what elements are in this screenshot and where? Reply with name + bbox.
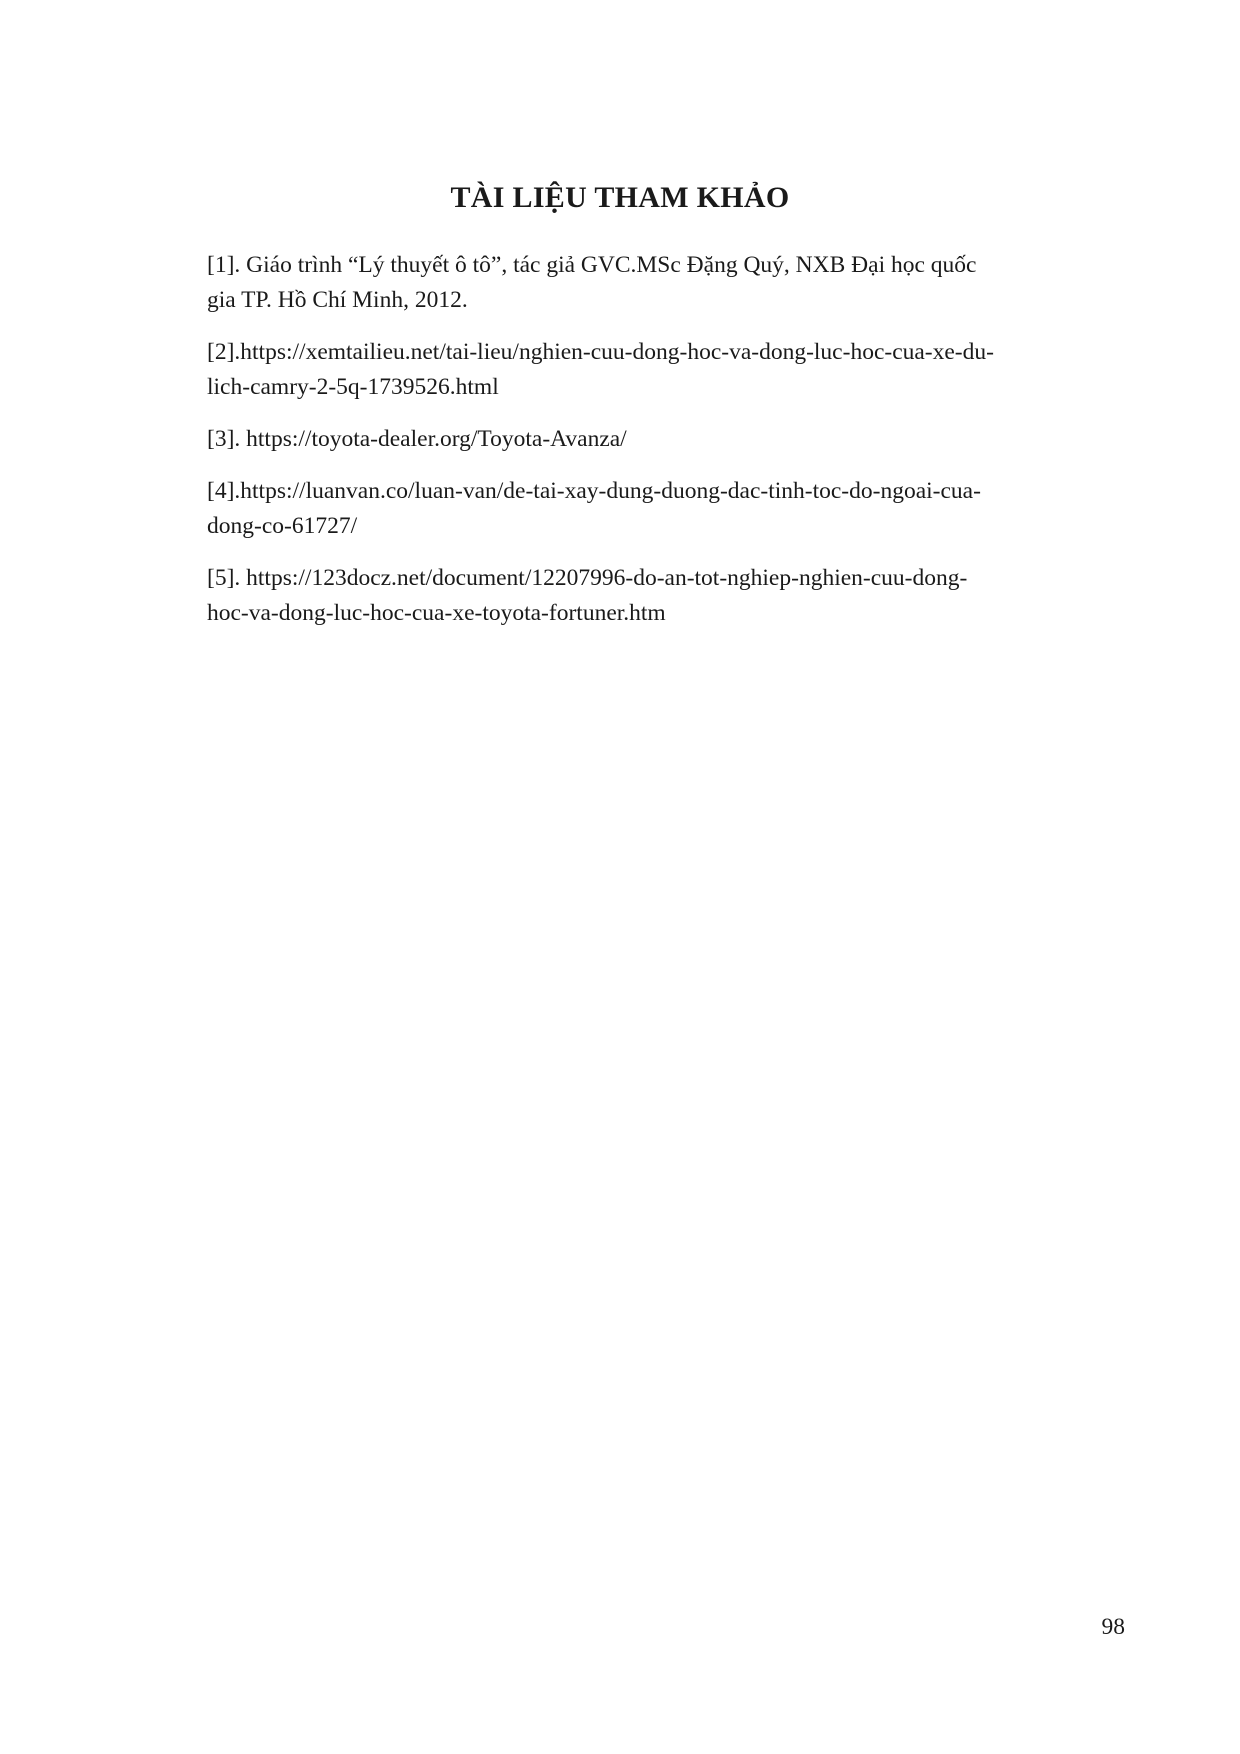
reference-item-2 [207, 335, 1127, 405]
reference-item-3 [207, 422, 1127, 457]
reference-line: [4].https://luanvan.co/luan-van/de-tai-xay-dung-duong-dac-tinh-toc-do-ngoai-cua- [207, 478, 981, 504]
reference-line: gia TP. Hồ Chí Minh, 2012. [207, 287, 468, 313]
reference-item-5 [207, 561, 1127, 631]
reference-list [207, 248, 1127, 648]
reference-item-4 [207, 474, 1127, 544]
reference-item-1 [207, 248, 1127, 318]
reference-line: hoc-va-dong-luc-hoc-cua-xe-toyota-fortuner.htm [207, 600, 666, 626]
reference-line: [2].https://xemtailieu.net/tai-lieu/nghien-cuu-dong-hoc-va-dong-luc-hoc-cua-xe-du- [207, 339, 994, 365]
page-title: TÀI LIỆU THAM KHẢO [450, 181, 790, 214]
page-number: 98 [1101, 1614, 1125, 1640]
reference-line: lich-camry-2-5q-1739526.html [207, 374, 499, 400]
reference-line: [1]. Giáo trình “Lý thuyết ô tô”, tác giả GVC.MSc Đặng Quý, NXB Đại học quốc [207, 252, 977, 278]
reference-line: [5]. https://123docz.net/document/12207996-do-an-tot-nghiep-nghien-cuu-dong- [207, 565, 968, 591]
reference-line: [3]. https://toyota-dealer.org/Toyota-Avanza/ [207, 426, 627, 452]
reference-line: dong-co-61727/ [207, 513, 358, 539]
